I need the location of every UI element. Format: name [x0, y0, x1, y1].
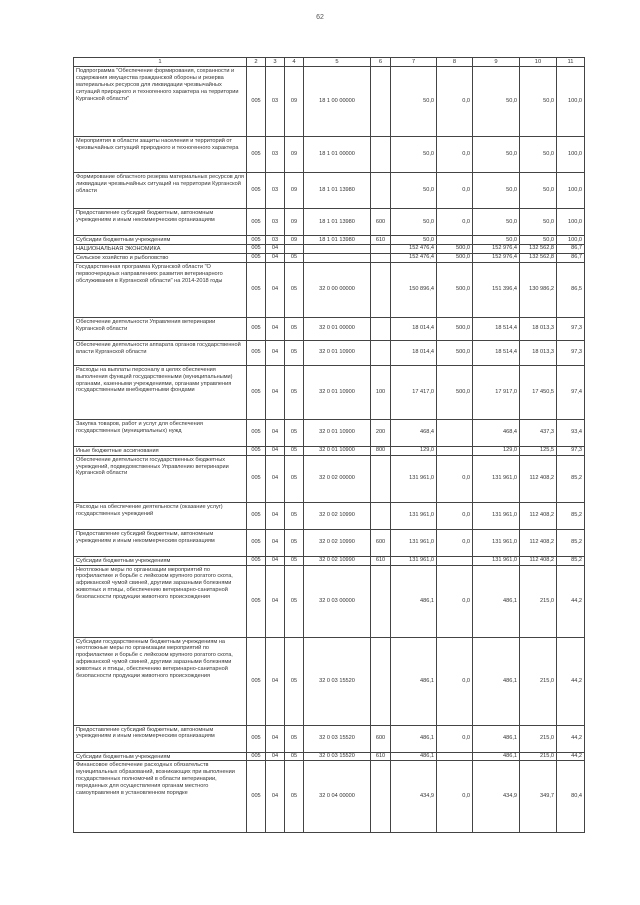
- col8-amount-cell: [437, 752, 473, 761]
- col8-amount-cell: 0,0: [437, 137, 473, 173]
- expense-type-cell: [371, 317, 391, 340]
- expense-type-cell: [371, 637, 391, 725]
- col7-amount-cell: 18 014,4: [391, 317, 437, 340]
- target-article-cell: 32 0 02 10990: [304, 556, 371, 565]
- col10-amount-cell: 112 408,2: [520, 502, 557, 529]
- row-name-cell: Сельское хозяйство и рыболовство: [74, 253, 247, 262]
- ved-cell: 005: [247, 419, 266, 446]
- col8-amount-cell: 0,0: [437, 637, 473, 725]
- table-row: [74, 502, 585, 529]
- col8-amount-cell: 0,0: [437, 67, 473, 137]
- row-name-cell: НАЦИОНАЛЬНАЯ ЭКОНОМИКА: [74, 244, 247, 253]
- target-article-cell: 18 1 01 13980: [304, 236, 371, 245]
- expense-type-cell: [371, 67, 391, 137]
- section-cell: 04: [266, 761, 285, 833]
- col10-amount-cell: 215,0: [520, 637, 557, 725]
- col11-percent-cell: 100,0: [557, 209, 585, 236]
- subsection-cell: 09: [285, 67, 304, 137]
- table-row: [74, 637, 585, 725]
- column-header-8: 8: [437, 58, 473, 67]
- col8-amount-cell: 0,0: [437, 502, 473, 529]
- target-article-cell: 32 0 00 00000: [304, 262, 371, 317]
- col10-amount-cell: 50,0: [520, 67, 557, 137]
- subsection-cell: 05: [285, 446, 304, 455]
- budget-table-container: [73, 57, 584, 833]
- target-article-cell: 32 0 03 15520: [304, 637, 371, 725]
- col7-amount-cell: 131 961,0: [391, 556, 437, 565]
- col7-amount-cell: 50,0: [391, 137, 437, 173]
- section-cell: 04: [266, 317, 285, 340]
- ved-cell: 005: [247, 340, 266, 365]
- col8-amount-cell: 0,0: [437, 455, 473, 502]
- col8-amount-cell: 0,0: [437, 725, 473, 752]
- col7-amount-cell: 50,0: [391, 173, 437, 209]
- target-article-cell: 32 0 01 10900: [304, 419, 371, 446]
- row-name-cell: Субсидии бюджетным учреждениям: [74, 236, 247, 245]
- table-row: [74, 253, 585, 262]
- column-header-11: 11: [557, 58, 585, 67]
- target-article-cell: 18 1 01 13980: [304, 173, 371, 209]
- col8-amount-cell: 500,0: [437, 244, 473, 253]
- expense-type-cell: 610: [371, 236, 391, 245]
- col9-amount-cell: 468,4: [473, 419, 520, 446]
- expense-type-cell: [371, 455, 391, 502]
- section-cell: 04: [266, 244, 285, 253]
- col9-amount-cell: 50,0: [473, 209, 520, 236]
- row-name-cell: Мероприятия в области защиты населения и территорий от чрезвычайных ситуаций природного и техногенного характера: [74, 137, 247, 173]
- table-row: [74, 67, 585, 137]
- row-name-cell: Субсидии бюджетным учреждениям: [74, 556, 247, 565]
- col11-percent-cell: 97,4: [557, 365, 585, 419]
- section-cell: 03: [266, 173, 285, 209]
- col10-amount-cell: 50,0: [520, 137, 557, 173]
- col11-percent-cell: 100,0: [557, 236, 585, 245]
- col11-percent-cell: 100,0: [557, 137, 585, 173]
- col7-amount-cell: 17 417,0: [391, 365, 437, 419]
- expense-type-cell: [371, 253, 391, 262]
- ved-cell: 005: [247, 446, 266, 455]
- table-row: [74, 137, 585, 173]
- row-name-cell: Закупка товаров, работ и услуг для обеспечения государственных (муниципальных) нужд: [74, 419, 247, 446]
- col9-amount-cell: 486,1: [473, 752, 520, 761]
- section-cell: 04: [266, 446, 285, 455]
- col9-amount-cell: 50,0: [473, 236, 520, 245]
- ved-cell: 005: [247, 455, 266, 502]
- ved-cell: 005: [247, 262, 266, 317]
- col8-amount-cell: 500,0: [437, 253, 473, 262]
- col10-amount-cell: 130 986,2: [520, 262, 557, 317]
- subsection-cell: 05: [285, 262, 304, 317]
- col9-amount-cell: 18 514,4: [473, 317, 520, 340]
- col7-amount-cell: 152 476,4: [391, 244, 437, 253]
- row-name-cell: Субсидии государственным бюджетным учреждениям на неотложные меры по организации мероприятий по профилактике и борьбе с лейкозом крупного рогатого скота, африканской чумой свиней, другими заразными болезнями животных и птицы, обеспечению ветеринарно-санитарной безопасности продукции животного происхождения: [74, 637, 247, 725]
- col7-amount-cell: 468,4: [391, 419, 437, 446]
- section-cell: 04: [266, 556, 285, 565]
- col7-amount-cell: 50,0: [391, 236, 437, 245]
- target-article-cell: 32 0 03 15520: [304, 725, 371, 752]
- expense-type-cell: [371, 244, 391, 253]
- table-row: [74, 752, 585, 761]
- table-row: [74, 556, 585, 565]
- target-article-cell: 32 0 01 00000: [304, 317, 371, 340]
- expense-type-cell: [371, 340, 391, 365]
- table-row: [74, 340, 585, 365]
- col8-amount-cell: [437, 556, 473, 565]
- column-header-2: 2: [247, 58, 266, 67]
- ved-cell: 005: [247, 209, 266, 236]
- row-name-cell: Предоставление субсидий бюджетным, автономным учреждениям и иным некоммерческим организациям: [74, 725, 247, 752]
- table-row: [74, 725, 585, 752]
- subsection-cell: 05: [285, 419, 304, 446]
- col11-percent-cell: 86,7: [557, 253, 585, 262]
- col7-amount-cell: 486,1: [391, 637, 437, 725]
- expense-type-cell: 100: [371, 365, 391, 419]
- col8-amount-cell: 0,0: [437, 529, 473, 556]
- target-article-cell: 18 1 01 13980: [304, 209, 371, 236]
- table-row: [74, 365, 585, 419]
- subsection-cell: 05: [285, 253, 304, 262]
- col9-amount-cell: 131 961,0: [473, 455, 520, 502]
- col10-amount-cell: 17 450,5: [520, 365, 557, 419]
- col9-amount-cell: 151 396,4: [473, 262, 520, 317]
- col11-percent-cell: 44,2: [557, 752, 585, 761]
- target-article-cell: 32 0 02 10990: [304, 502, 371, 529]
- col11-percent-cell: 86,5: [557, 262, 585, 317]
- expense-type-cell: 600: [371, 725, 391, 752]
- col8-amount-cell: 500,0: [437, 365, 473, 419]
- expense-type-cell: 800: [371, 446, 391, 455]
- subsection-cell: 09: [285, 137, 304, 173]
- target-article-cell: 32 0 01 10900: [304, 446, 371, 455]
- col8-amount-cell: 500,0: [437, 317, 473, 340]
- col9-amount-cell: 152 976,4: [473, 244, 520, 253]
- subsection-cell: 05: [285, 761, 304, 833]
- ved-cell: 005: [247, 173, 266, 209]
- column-header-9: 9: [473, 58, 520, 67]
- col11-percent-cell: 97,3: [557, 446, 585, 455]
- row-name-cell: Формирование областного резерва материальных ресурсов для ликвидации чрезвычайных ситуаций на территории Курганской области: [74, 173, 247, 209]
- subsection-cell: 05: [285, 752, 304, 761]
- table-row: [74, 529, 585, 556]
- column-header-4: 4: [285, 58, 304, 67]
- table-row: [74, 262, 585, 317]
- col9-amount-cell: 131 961,0: [473, 529, 520, 556]
- section-cell: 04: [266, 502, 285, 529]
- page-number: 62: [316, 14, 324, 21]
- col7-amount-cell: 131 961,0: [391, 455, 437, 502]
- col7-amount-cell: 486,1: [391, 725, 437, 752]
- col11-percent-cell: 85,2: [557, 455, 585, 502]
- target-article-cell: 32 0 03 00000: [304, 565, 371, 637]
- col11-percent-cell: 80,4: [557, 761, 585, 833]
- subsection-cell: 05: [285, 529, 304, 556]
- target-article-cell: 32 0 04 00000: [304, 761, 371, 833]
- col7-amount-cell: 50,0: [391, 209, 437, 236]
- col8-amount-cell: [437, 236, 473, 245]
- column-header-10: 10: [520, 58, 557, 67]
- expense-type-cell: 200: [371, 419, 391, 446]
- subsection-cell: 05: [285, 455, 304, 502]
- col7-amount-cell: 131 961,0: [391, 529, 437, 556]
- col8-amount-cell: [437, 446, 473, 455]
- subsection-cell: 05: [285, 556, 304, 565]
- col11-percent-cell: 85,2: [557, 502, 585, 529]
- subsection-cell: [285, 244, 304, 253]
- table-row: [74, 317, 585, 340]
- table-row: [74, 173, 585, 209]
- row-name-cell: Государственная программа Курганской области "О первоочередных направлениях развития ветеринарного обслуживания в Курганской области" на 2014-2018 годы: [74, 262, 247, 317]
- subsection-cell: 09: [285, 173, 304, 209]
- col8-amount-cell: 500,0: [437, 262, 473, 317]
- expense-type-cell: 610: [371, 752, 391, 761]
- col9-amount-cell: 50,0: [473, 137, 520, 173]
- subsection-cell: 05: [285, 365, 304, 419]
- section-cell: 03: [266, 236, 285, 245]
- section-cell: 04: [266, 725, 285, 752]
- ved-cell: 005: [247, 761, 266, 833]
- row-name-cell: Подпрограмма "Обеспечение формирования, сохранности и содержания имущества гражданской обороны и резерва материальных ресурсов для ликвидации чрезвычайных ситуаций природного и техногенного характера на территории Курганской области": [74, 67, 247, 137]
- ved-cell: 005: [247, 317, 266, 340]
- col8-amount-cell: [437, 419, 473, 446]
- row-name-cell: Обеспечение деятельности государственных бюджетных учреждений, подведомственных Управлению ветеринарии Курганской области: [74, 455, 247, 502]
- section-cell: 04: [266, 529, 285, 556]
- ved-cell: 005: [247, 565, 266, 637]
- expense-type-cell: [371, 565, 391, 637]
- col10-amount-cell: 215,0: [520, 752, 557, 761]
- expense-type-cell: 600: [371, 209, 391, 236]
- row-name-cell: Расходы на обеспечение деятельности (оказание услуг) государственных учреждений: [74, 502, 247, 529]
- col7-amount-cell: 486,1: [391, 565, 437, 637]
- target-article-cell: 18 1 00 00000: [304, 67, 371, 137]
- table-row: [74, 209, 585, 236]
- col10-amount-cell: 349,7: [520, 761, 557, 833]
- col9-amount-cell: 131 961,0: [473, 502, 520, 529]
- table-row: [74, 446, 585, 455]
- col7-amount-cell: 18 014,4: [391, 340, 437, 365]
- col7-amount-cell: 131 961,0: [391, 502, 437, 529]
- col11-percent-cell: 93,4: [557, 419, 585, 446]
- col11-percent-cell: 97,3: [557, 317, 585, 340]
- expense-type-cell: 610: [371, 556, 391, 565]
- col9-amount-cell: 152 976,4: [473, 253, 520, 262]
- table-row: [74, 419, 585, 446]
- col11-percent-cell: 85,2: [557, 556, 585, 565]
- col10-amount-cell: 132 562,8: [520, 253, 557, 262]
- col8-amount-cell: 0,0: [437, 761, 473, 833]
- section-cell: 04: [266, 262, 285, 317]
- target-article-cell: 32 0 03 15520: [304, 752, 371, 761]
- target-article-cell: 32 0 01 10900: [304, 365, 371, 419]
- section-cell: 04: [266, 455, 285, 502]
- col9-amount-cell: 131 961,0: [473, 556, 520, 565]
- section-cell: 04: [266, 365, 285, 419]
- col10-amount-cell: 18 013,3: [520, 317, 557, 340]
- col10-amount-cell: 215,0: [520, 565, 557, 637]
- col10-amount-cell: 112 408,2: [520, 529, 557, 556]
- ved-cell: 005: [247, 529, 266, 556]
- subsection-cell: 09: [285, 209, 304, 236]
- section-cell: 04: [266, 419, 285, 446]
- expense-type-cell: 600: [371, 529, 391, 556]
- table-row: [74, 236, 585, 245]
- header-row: [74, 58, 585, 67]
- col9-amount-cell: 50,0: [473, 173, 520, 209]
- column-header-3: 3: [266, 58, 285, 67]
- col11-percent-cell: 100,0: [557, 173, 585, 209]
- ved-cell: 005: [247, 236, 266, 245]
- col8-amount-cell: 0,0: [437, 209, 473, 236]
- ved-cell: 005: [247, 244, 266, 253]
- ved-cell: 005: [247, 253, 266, 262]
- col7-amount-cell: 150 896,4: [391, 262, 437, 317]
- section-cell: 04: [266, 637, 285, 725]
- section-cell: 03: [266, 137, 285, 173]
- row-name-cell: Финансовое обеспечение расходных обязательств муниципальных образований, возникающих при выполнении государственных полномочий в области ветеринарии, переданных для осуществления органам местного самоуправления в установленном порядке: [74, 761, 247, 833]
- target-article-cell: 18 1 01 00000: [304, 137, 371, 173]
- row-name-cell: Неотложные меры по организации мероприятий по профилактике и борьбе с лейкозом крупного рогатого скота, африканской чумой свиней, другими заразными болезнями животных и птицы, обеспечению ветеринарно-санитарной безопасности продукции животного происхождения: [74, 565, 247, 637]
- col11-percent-cell: 100,0: [557, 67, 585, 137]
- col10-amount-cell: 50,0: [520, 173, 557, 209]
- subsection-cell: 09: [285, 236, 304, 245]
- row-name-cell: Предоставление субсидий бюджетным, автономным учреждениям и иным некоммерческим организациям: [74, 529, 247, 556]
- col10-amount-cell: 437,3: [520, 419, 557, 446]
- col7-amount-cell: 129,0: [391, 446, 437, 455]
- col7-amount-cell: 50,0: [391, 67, 437, 137]
- expense-type-cell: [371, 173, 391, 209]
- column-header-7: 7: [391, 58, 437, 67]
- subsection-cell: 05: [285, 317, 304, 340]
- col10-amount-cell: 215,0: [520, 725, 557, 752]
- target-article-cell: [304, 253, 371, 262]
- col10-amount-cell: 18 013,3: [520, 340, 557, 365]
- subsection-cell: 05: [285, 637, 304, 725]
- expense-type-cell: [371, 262, 391, 317]
- col11-percent-cell: 86,7: [557, 244, 585, 253]
- col10-amount-cell: 112 408,2: [520, 455, 557, 502]
- budget-table: [73, 57, 585, 833]
- table-row: [74, 455, 585, 502]
- ved-cell: 005: [247, 137, 266, 173]
- ved-cell: 005: [247, 502, 266, 529]
- row-name-cell: Обеспечение деятельности аппарата органов государственной власти Курганской области: [74, 340, 247, 365]
- target-article-cell: 32 0 02 10990: [304, 529, 371, 556]
- col11-percent-cell: 44,2: [557, 725, 585, 752]
- target-article-cell: [304, 244, 371, 253]
- target-article-cell: 32 0 02 00000: [304, 455, 371, 502]
- row-name-cell: Субсидии бюджетным учреждениям: [74, 752, 247, 761]
- row-name-cell: Расходы на выплаты персоналу в целях обеспечения выполнения функций государственными (муниципальными) органами, казенными учреждениями, органами управления государственными внебюджетными фондами: [74, 365, 247, 419]
- col9-amount-cell: 434,9: [473, 761, 520, 833]
- col9-amount-cell: 17 917,0: [473, 365, 520, 419]
- col10-amount-cell: 125,5: [520, 446, 557, 455]
- section-cell: 03: [266, 67, 285, 137]
- ved-cell: 005: [247, 637, 266, 725]
- ved-cell: 005: [247, 752, 266, 761]
- col10-amount-cell: 50,0: [520, 209, 557, 236]
- table-body: [74, 67, 585, 833]
- table-row: [74, 565, 585, 637]
- section-cell: 03: [266, 209, 285, 236]
- col9-amount-cell: 129,0: [473, 446, 520, 455]
- expense-type-cell: [371, 502, 391, 529]
- col8-amount-cell: 0,0: [437, 565, 473, 637]
- col8-amount-cell: 500,0: [437, 340, 473, 365]
- col10-amount-cell: 112 408,2: [520, 556, 557, 565]
- col8-amount-cell: 0,0: [437, 173, 473, 209]
- row-name-cell: Иные бюджетные ассигнования: [74, 446, 247, 455]
- col9-amount-cell: 18 514,4: [473, 340, 520, 365]
- ved-cell: 005: [247, 365, 266, 419]
- expense-type-cell: [371, 761, 391, 833]
- col11-percent-cell: 44,2: [557, 565, 585, 637]
- table-row: [74, 244, 585, 253]
- subsection-cell: 05: [285, 502, 304, 529]
- col7-amount-cell: 434,9: [391, 761, 437, 833]
- col10-amount-cell: 50,0: [520, 236, 557, 245]
- table-row: [74, 761, 585, 833]
- col9-amount-cell: 486,1: [473, 725, 520, 752]
- ved-cell: 005: [247, 67, 266, 137]
- col10-amount-cell: 132 562,8: [520, 244, 557, 253]
- col9-amount-cell: 50,0: [473, 67, 520, 137]
- section-cell: 04: [266, 752, 285, 761]
- subsection-cell: 05: [285, 725, 304, 752]
- col11-percent-cell: 85,2: [557, 529, 585, 556]
- row-name-cell: Предоставление субсидий бюджетным, автономным учреждениям и иным некоммерческим организациям: [74, 209, 247, 236]
- subsection-cell: 05: [285, 340, 304, 365]
- col9-amount-cell: 486,1: [473, 565, 520, 637]
- row-name-cell: Обеспечение деятельности Управления ветеринарии Курганской области: [74, 317, 247, 340]
- col11-percent-cell: 97,3: [557, 340, 585, 365]
- col7-amount-cell: 152 476,4: [391, 253, 437, 262]
- col9-amount-cell: 486,1: [473, 637, 520, 725]
- col11-percent-cell: 44,2: [557, 637, 585, 725]
- column-header-6: 6: [371, 58, 391, 67]
- expense-type-cell: [371, 137, 391, 173]
- subsection-cell: 05: [285, 565, 304, 637]
- ved-cell: 005: [247, 725, 266, 752]
- column-header-1: 1: [74, 58, 247, 67]
- column-header-5: 5: [304, 58, 371, 67]
- ved-cell: 005: [247, 556, 266, 565]
- section-cell: 04: [266, 340, 285, 365]
- section-cell: 04: [266, 565, 285, 637]
- section-cell: 04: [266, 253, 285, 262]
- target-article-cell: 32 0 01 10900: [304, 340, 371, 365]
- col7-amount-cell: 486,1: [391, 752, 437, 761]
